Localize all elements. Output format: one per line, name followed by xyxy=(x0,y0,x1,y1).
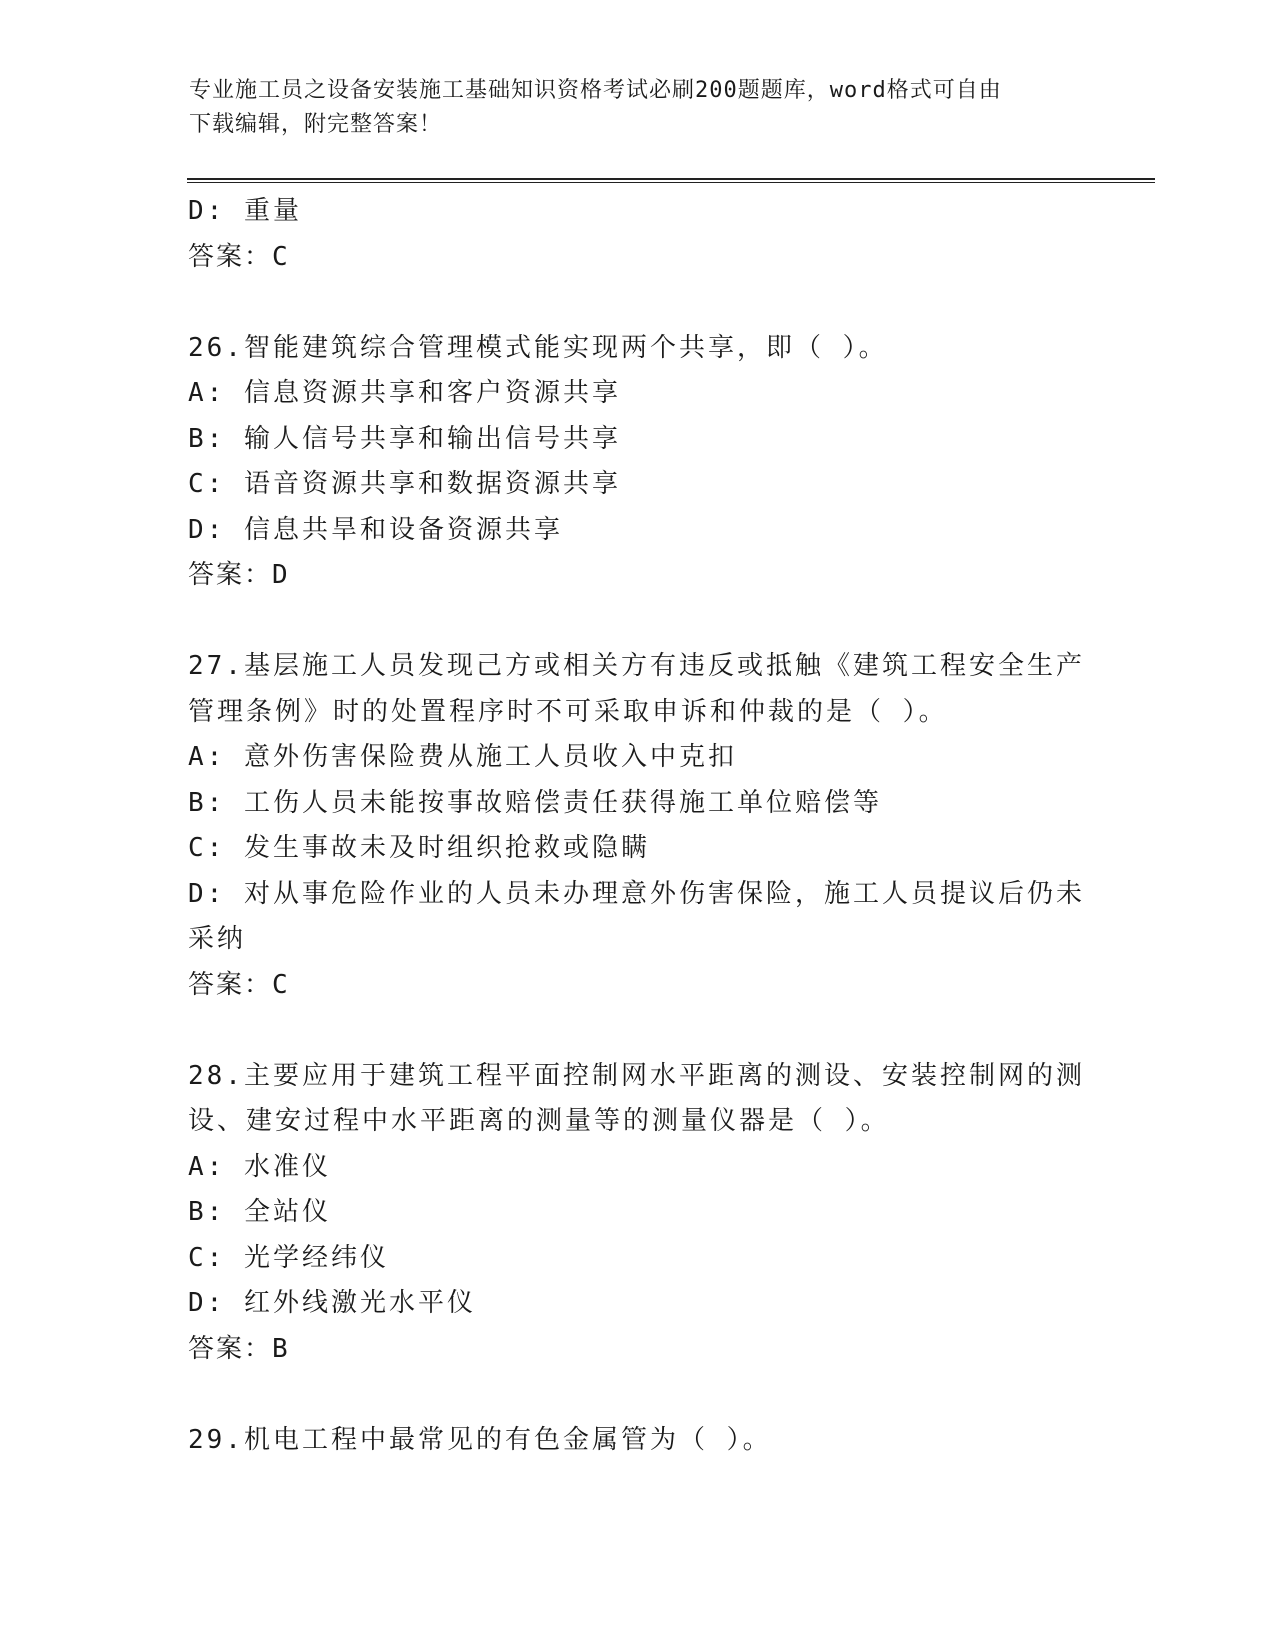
q26-question: 26.智能建筑综合管理模式能实现两个共享，即（ ）。 xyxy=(188,332,888,363)
q28-option-b: B: 全站仪 xyxy=(188,1197,331,1227)
q27-question-line-1: 27.基层施工人员发现己方或相关方有违反或抵触《建筑工程安全生产 xyxy=(188,651,1085,681)
header-divider-thin xyxy=(187,182,1155,183)
q27-option-b: B: 工伤人员未能按事故赔偿责任获得施工单位赔偿等 xyxy=(188,787,882,818)
spacer xyxy=(188,280,1088,326)
q28-question-line-2: 设、建安过程中水平距离的测量等的测量仪器是（ ）。 xyxy=(188,1106,890,1136)
q27-option-a: A: 意外伤害保险费从施工人员收入中克扣 xyxy=(188,742,737,772)
spacer xyxy=(188,1372,1088,1418)
q25-option-d: D: 重量 xyxy=(188,196,302,226)
header-divider-thick xyxy=(187,178,1155,180)
document-header xyxy=(189,74,1069,142)
q27-question-line-2: 管理条例》时的处置程序时不可采取申诉和仲裁的是（ ）。 xyxy=(188,696,948,727)
q28-option-c: C: 光学经纬仪 xyxy=(188,1242,389,1273)
question-list xyxy=(188,189,1088,1463)
q27-answer: 答案：C xyxy=(188,969,290,1000)
header-title-line-1: 专业施工员之设备安装施工基础知识资格考试必刷200题题库，word格式可自由 xyxy=(189,78,1002,103)
q26-option-c: C: 语音资源共享和数据资源共享 xyxy=(188,469,621,499)
q26-answer: 答案：D xyxy=(188,560,290,590)
q28-answer: 答案：B xyxy=(188,1333,290,1364)
q29-question: 29.机电工程中最常见的有色金属管为（ ）。 xyxy=(188,1424,772,1455)
q28-option-d: D: 红外线激光水平仪 xyxy=(188,1288,476,1318)
header-title-line-2: 下载编辑，附完整答案！ xyxy=(189,112,443,137)
q27-option-c: C: 发生事故未及时组织抢救或隐瞒 xyxy=(188,833,650,863)
q25-answer: 答案：C xyxy=(188,241,290,272)
q28-option-a: A: 水准仪 xyxy=(188,1151,331,1182)
q27-option-d-line-2: 采纳 xyxy=(188,924,247,954)
q26-option-a: A: 信息资源共享和客户资源共享 xyxy=(188,378,621,408)
q26-option-d: D: 信息共旱和设备资源共享 xyxy=(188,514,563,545)
spacer xyxy=(188,599,1088,645)
q26-option-b: B: 输人信号共享和输出信号共享 xyxy=(188,423,621,454)
q28-question-line-1: 28.主要应用于建筑工程平面控制网水平距离的测设、安装控制网的测 xyxy=(188,1060,1085,1091)
spacer xyxy=(188,1008,1088,1054)
q27-option-d-line-1: D: 对从事危险作业的人员未办理意外伤害保险，施工人员提议后仍未 xyxy=(188,878,1085,909)
